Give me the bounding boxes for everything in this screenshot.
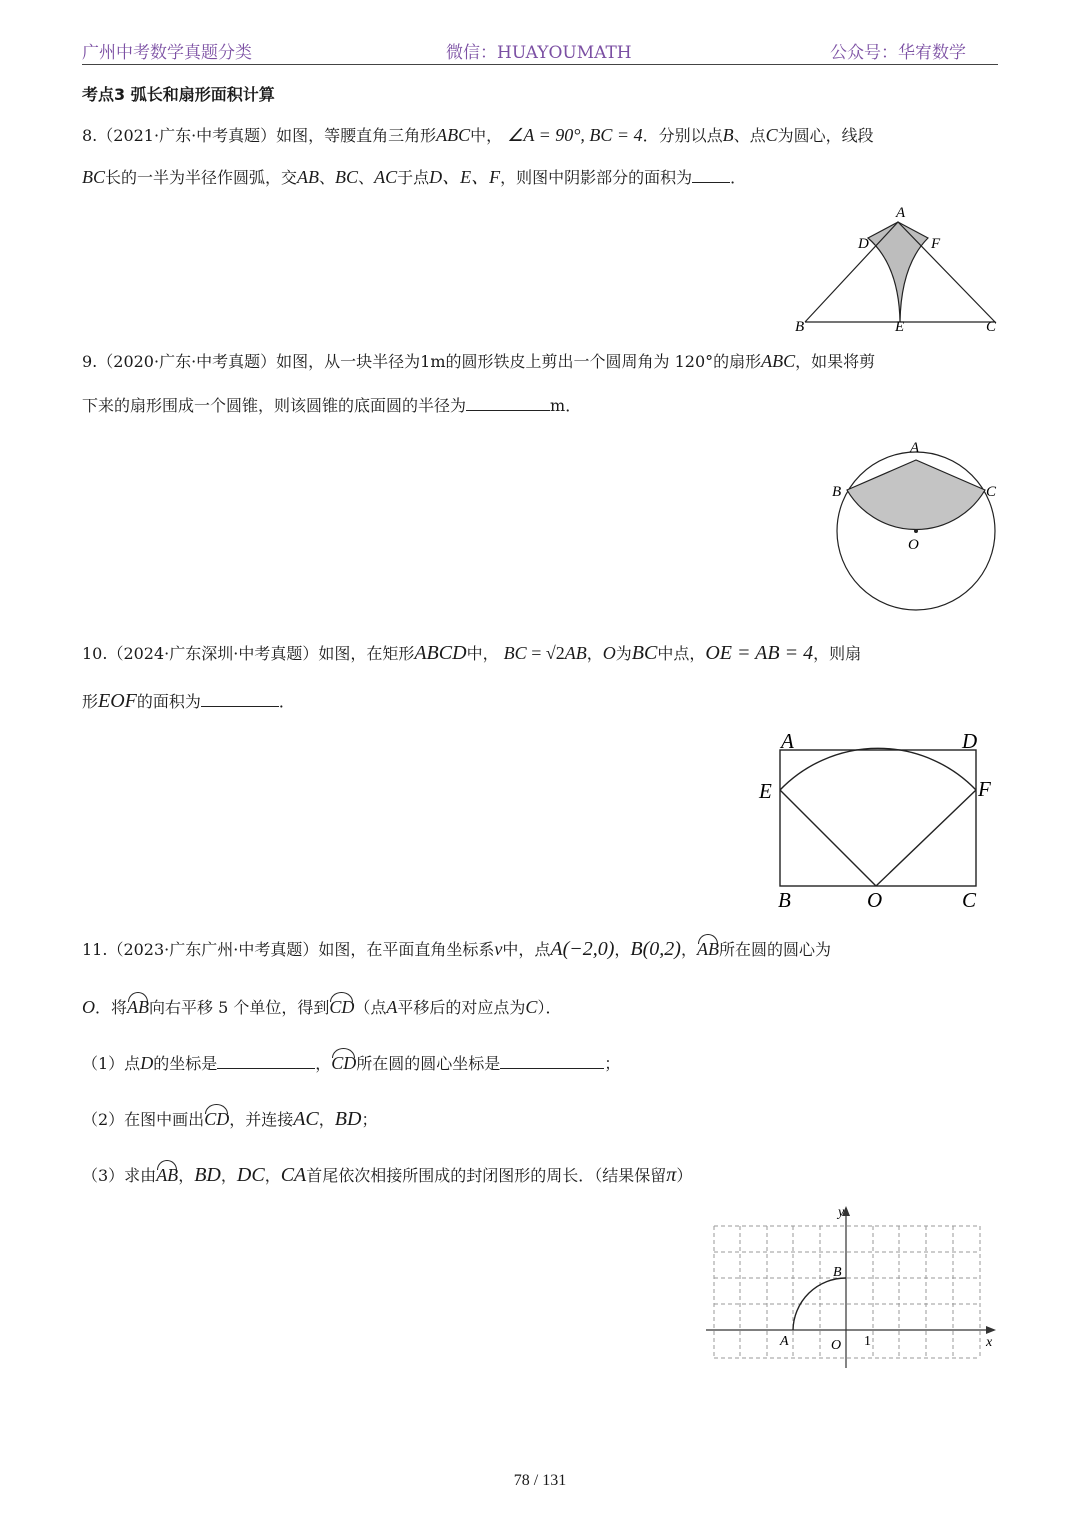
answer-blank[interactable] (466, 394, 550, 411)
q11-line2: O．将AB向右平移 5 个单位，得到CD（点A平移后的对应点为C）． (82, 997, 562, 1017)
q11-label-A: A (780, 1334, 789, 1349)
q11-label-O: O (831, 1338, 842, 1353)
q10-label-B: B (778, 888, 791, 912)
q10-arc-EF (780, 748, 976, 790)
page-number: 78 / 131 (513, 1472, 567, 1489)
answer-blank[interactable] (500, 1052, 604, 1069)
q9-label-A: A (910, 440, 920, 456)
q10-label-A: A (781, 729, 794, 753)
header-left: 广州中考数学真题分类 (82, 43, 252, 63)
q10-segment-OE (780, 790, 876, 886)
q11-part3: （3）求由AB，BD，DC，CA首尾依次相接所围成的封闭图形的周长．（结果保留π） (82, 1164, 693, 1186)
q8-label-D: D (858, 236, 869, 252)
q11-part2: （2）在图中画出CD，并连接AC，BD； (82, 1108, 378, 1130)
q8-figure (788, 200, 1008, 340)
q8-label-A: A (896, 205, 906, 221)
q11-grid (714, 1226, 980, 1358)
q10-segment-OF (876, 790, 976, 886)
answer-blank[interactable] (692, 166, 730, 183)
q9-center-point (914, 529, 918, 533)
q8-shaded-region (868, 222, 928, 322)
q9-label-O: O (908, 537, 919, 553)
q9-label-C: C (986, 484, 997, 500)
q11-label-B: B (833, 1265, 842, 1280)
q8-label-B: B (795, 319, 805, 335)
q11-label-1: 1 (864, 1334, 871, 1349)
q11-x-axis-arrow (986, 1326, 996, 1334)
q10-line1: 10.（2024·广东深圳·中考真题）如图，在矩形ABCD中， BC = √2AB，O为BC中点，OE = AB = 4，则扇 (82, 642, 862, 664)
header-center: 微信：HUAYOUMATH (446, 43, 632, 63)
q10-line2: 形EOF的面积为 ． (82, 690, 295, 712)
header-rule (82, 64, 998, 65)
q10-label-O: O (867, 888, 883, 912)
q11-line1: 11.（2023·广东广州·中考真题）如图，在平面直角坐标系v中，点A(−2,0)，B(0,2)，AB所在圆的圆心为 (82, 938, 831, 960)
q11-part1: （1）点D的坐标是 ，CD所在圆的圆心坐标是 ； (82, 1053, 621, 1073)
q10-label-F: F (978, 777, 991, 801)
answer-blank[interactable] (201, 690, 279, 707)
q8-label-C: C (986, 319, 997, 335)
section-title: 考点3 弧长和扇形面积计算 (82, 85, 275, 104)
q9-label-B: B (832, 484, 842, 500)
q10-label-E: E (759, 779, 772, 803)
q11-label-y: y (838, 1205, 845, 1220)
q8-line1: 8.（2021·广东·中考真题）如图，等腰直角三角形ABC中， ∠A = 90°, BC = 4．分别以点B、点C为圆心，线段 (82, 125, 874, 145)
header-right: 公众号：华宥数学 (830, 43, 966, 63)
q8-label-F: F (931, 236, 941, 252)
q8-line2: BC长的一半为半径作圆弧，交AB、BC、AC于点D、E、F，则图中阴影部分的面积为 ． (82, 167, 747, 187)
q8-label-E: E (895, 319, 905, 335)
q9-line1: 9.（2020·广东·中考真题）如图，从一块半径为1m的圆形铁皮上剪出一个圆周角为 120°的扇形ABC，如果将剪 (82, 351, 876, 371)
q10-label-D: D (962, 729, 978, 753)
q10-label-C: C (962, 888, 977, 912)
q11-figure (700, 1198, 1004, 1374)
answer-blank[interactable] (217, 1052, 315, 1069)
q10-figure (754, 726, 1004, 916)
q9-sector (847, 460, 985, 530)
q9-figure (818, 438, 1014, 618)
q11-label-x: x (986, 1335, 993, 1350)
q9-line2: 下来的扇形围成一个圆锥，则该圆锥的底面圆的半径为 m． (82, 396, 582, 415)
